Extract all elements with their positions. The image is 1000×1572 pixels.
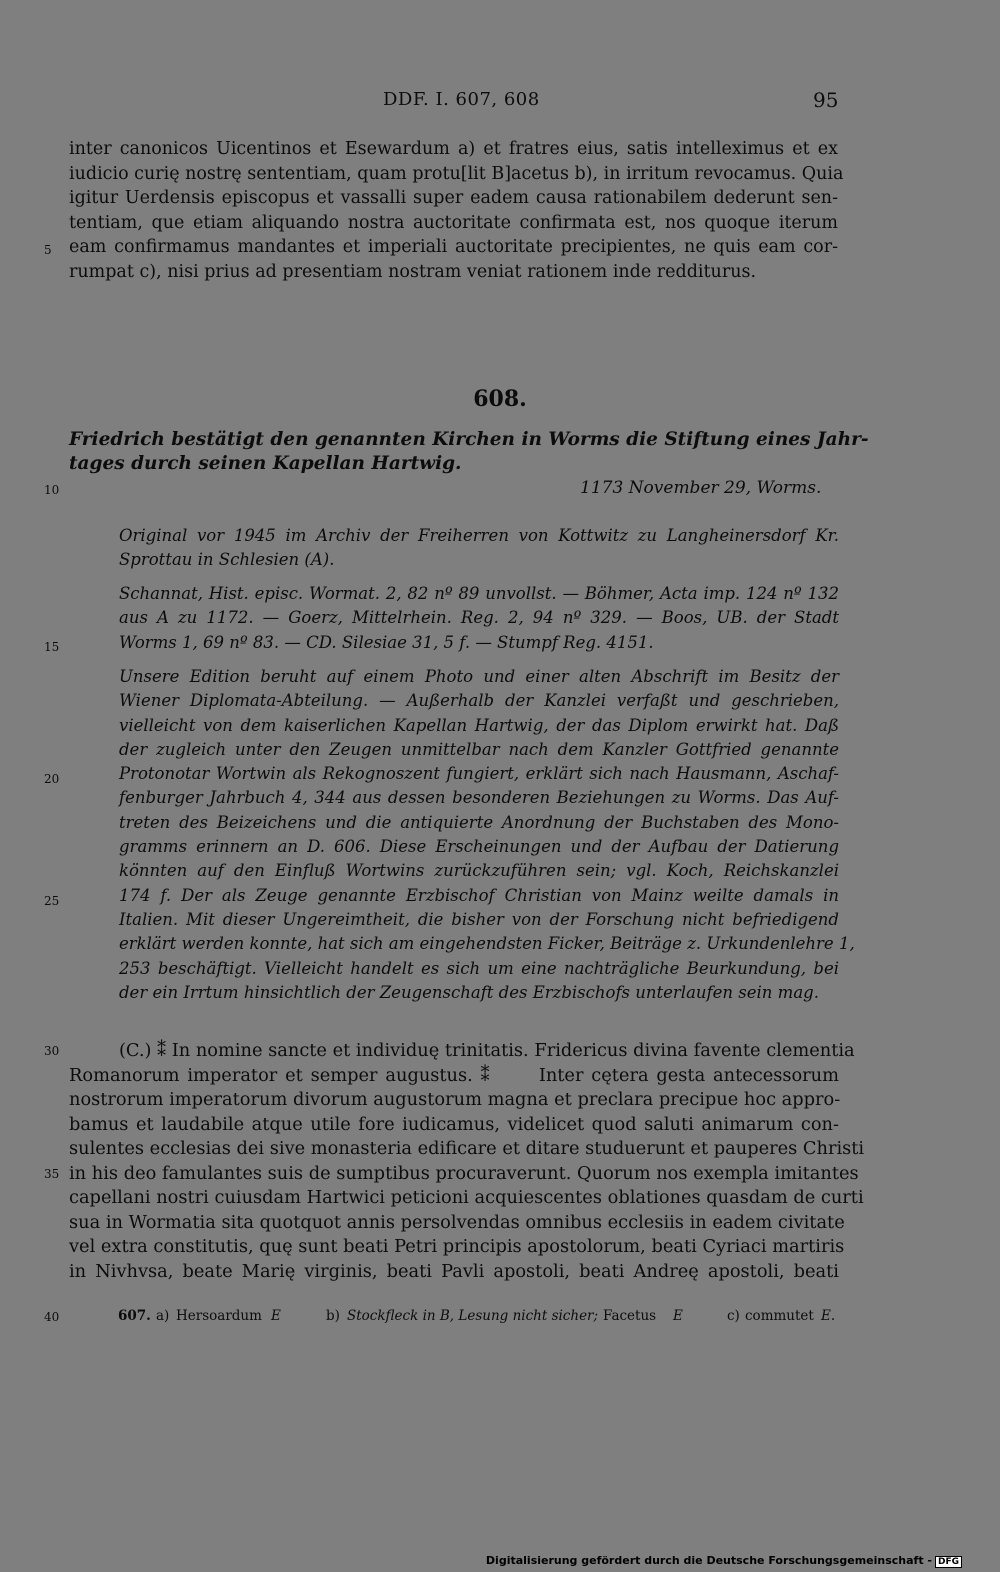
line-number: 35	[44, 1167, 60, 1181]
document-number: 608.	[473, 386, 527, 412]
line-number: 40	[44, 1310, 60, 1324]
note-line: Protonotar Wortwin als Rekognoszent fungiert, erklärt sich nach Hausmann, Aschaf-	[119, 764, 839, 784]
line-number: 25	[44, 894, 60, 908]
document-body	[69, 1039, 865, 1284]
body-line: Romanorum imperator et semper augustus. ⁑ Inter cętera gesta antecessorum	[69, 1064, 839, 1086]
note-original	[119, 524, 839, 573]
note-line: fenburger Jahrbuch 4, 344 aus dessen besonderen Beziehungen zu Worms. Das Auf-	[119, 788, 839, 808]
note-line: Sprottau in Schlesien (A).	[119, 550, 335, 570]
body-line: in Nivhvsa, beate Marię virginis, beati Pavli apostoli, beati Andreę apostoli, beati	[69, 1260, 839, 1282]
footnote-ref: 607.	[118, 1308, 151, 1324]
body-line: vel extra constitutis, quę sunt beati Petri principis apostolorum, beati Cyriaci martiris	[69, 1236, 845, 1257]
note-line: treten des Beizeichens und die antiquierte Anordnung der Buchstaben des Mono-	[119, 812, 839, 832]
body-line: nostrorum imperatorum divorum augustorum magna et preclara precipue hoc appro-	[69, 1089, 841, 1110]
body-line: in his deo famulantes suis de sumptibus procuraverunt. Quorum nos exempla imitantes	[69, 1162, 859, 1184]
line-number: 5	[44, 243, 52, 257]
note-line: der ein Irrtum hinsichtlich der Zeugenschaft des Erzbischofs unterlaufen sein mag.	[119, 982, 819, 1002]
body-line: (C.) ⁑ In nomine sancte et individuę trinitatis. Fridericus divina favente clementia	[119, 1040, 855, 1061]
text-line: inter canonicos Uicentinos et Esewardum a) et fratres eius, satis intelleximus et ex	[69, 139, 838, 159]
line-number: 15	[44, 640, 60, 654]
note-commentary	[119, 665, 855, 1005]
footnote-b-label: b)	[326, 1308, 340, 1324]
note-line: Worms 1, 69 nº 83. — CD. Silesiae 31, 5 f. — Stumpf Reg. 4151.	[119, 632, 654, 652]
note-line: Schannat, Hist. episc. Wormat. 2, 82 nº 89 unvollst. — Böhmer, Acta imp. 124 nº 132	[119, 584, 839, 603]
footnote-a-sig: E	[271, 1308, 281, 1324]
footnote-b-sig: E	[673, 1308, 683, 1324]
top-text-block	[69, 137, 844, 284]
note-line: könnten auf den Einfluß Wortwins zurückzuführen sein; vgl. Koch, Reichskanzlei	[119, 861, 839, 881]
line-number: 30	[44, 1044, 60, 1058]
body-line: sua in Wormatia sita quotquot annis persolvendas omnibus ecclesiis in eadem civitate	[69, 1211, 845, 1233]
line-number: 20	[44, 772, 60, 786]
note-line: 253 beschäftigt. Vielleicht handelt es sich um eine nachträgliche Beurkundung, bei	[119, 958, 839, 978]
body-line: capellani nostri cuiusdam Hartwici peticioni acquiescentes oblationes quasdam de curti	[69, 1187, 864, 1208]
note-line: Original vor 1945 im Archiv der Freiherren von Kottwitz zu Langheinersdorf Kr.	[119, 526, 839, 545]
regest-line: Friedrich bestätigt den genannten Kirchen in Worms die Stiftung eines Jahr-	[69, 429, 869, 450]
note-line: gramms erinnern an D. 606. Diese Erscheinungen und der Aufbau der Datierung	[119, 837, 839, 857]
note-line: der zugleich unter den Zeugen unmittelbar nach dem Kanzler Gottfried genannte	[119, 739, 839, 759]
footnote-a-label: a)	[156, 1308, 170, 1324]
note-line: Unsere Edition beruht auf einem Photo und einer alten Abschrift im Besitz der	[119, 667, 839, 686]
footnote-c-text: commutet	[745, 1308, 814, 1324]
running-header: DDF. I. 607, 608	[383, 89, 540, 110]
note-line: Wiener Diplomata-Abteilung. — Außerhalb der Kanzlei verfaßt und geschrieben,	[119, 691, 839, 711]
note-line: aus A zu 1172. — Goerz, Mittelrhein. Reg. 2, 94 nº 329. — Boos, UB. der Stadt	[119, 608, 839, 628]
line-number: 10	[44, 483, 60, 497]
note-editions	[119, 582, 839, 655]
text-line: eam confirmamus mandantes et imperiali auctoritate precipientes, ne quis eam cor-	[69, 237, 838, 257]
note-line: vielleicht von dem kaiserlichen Kapellan Hartwig, der das Diplom erwirkt hat. Daß	[119, 715, 839, 735]
footer-text: Digitalisierung gefördert durch die Deutsche Forschungsgemeinschaft -	[485, 1554, 932, 1567]
dfg-logo: DFG	[935, 1556, 962, 1568]
body-line: bamus et laudabile atque utile fore iudicamus, videlicet quod saluti animarum con-	[69, 1113, 839, 1135]
footnote-b-text: Stockfleck in B, Lesung nicht sicher;	[347, 1308, 599, 1324]
text-line: igitur Uerdensis episcopus et vassalli super eadem causa rationabilem dederunt sen-	[69, 188, 838, 208]
body-line: sulentes ecclesias dei sive monasteria edificare et ditare studuerunt et pauperes Christi	[69, 1138, 865, 1159]
footnote-c-label: c)	[727, 1308, 740, 1324]
regest	[69, 428, 869, 476]
footnote-b-text2: Facetus	[603, 1308, 657, 1324]
text-line: rumpat c), nisi prius ad presentiam nostram veniat rationem inde redditurus.	[69, 261, 757, 282]
regest-line: tages durch seinen Kapellan Hartwig.	[69, 453, 462, 474]
funding-footer	[486, 1554, 962, 1568]
note-line: erklärt werden konnte, hat sich am eingehendsten Ficker, Beiträge z. Urkundenlehre 1,	[119, 934, 855, 954]
text-line: tentiam, que etiam aliquando nostra auctoritate confirmata est, nos quoque iterum	[69, 212, 838, 233]
page-number: 95	[813, 88, 839, 112]
note-line: 174 f. Der als Zeuge genannte Erzbischof Christian von Mainz weilte damals in	[119, 885, 839, 905]
text-line: iudicio curię nostrę sententiam, quam protu[lit B]acetus b), in irritum revocamus. Quia	[69, 163, 844, 184]
document-date: 1173 November 29, Worms.	[580, 478, 822, 498]
footnote-a-text: Hersoardum	[176, 1308, 262, 1324]
note-line: Italien. Mit dieser Ungereimtheit, die bisher von der Forschung nicht befriedigend	[119, 909, 839, 929]
footnote-c-sig: E.	[821, 1308, 836, 1324]
